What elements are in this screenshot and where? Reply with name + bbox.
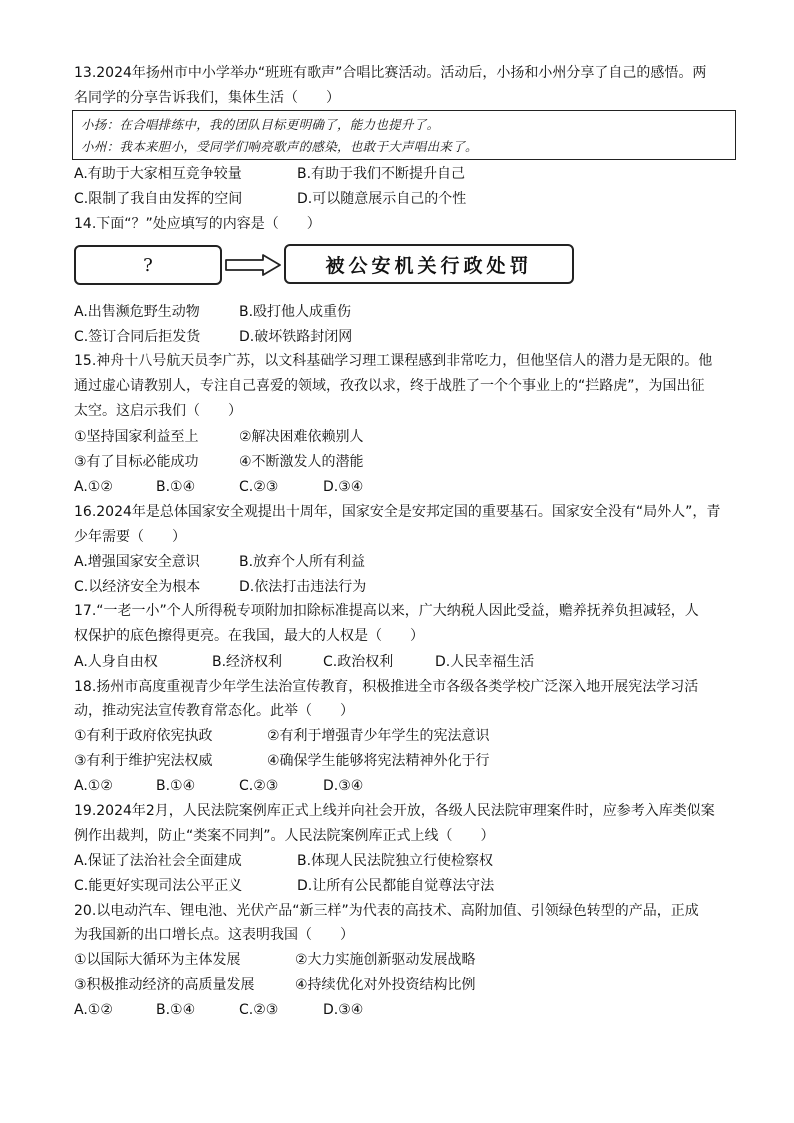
q20-item-4: ④持续优化对外投资结构比例 xyxy=(295,977,476,993)
q15-item-2: ②解决困难依赖别人 xyxy=(239,429,364,445)
q14-option-a: A.出售濒危野生动物 xyxy=(74,304,200,320)
q16-option-d: D.依法打击违法行为 xyxy=(239,579,367,595)
q20-item-2: ②大力实施创新驱动发展战略 xyxy=(295,952,476,968)
q17-option-b: B.经济权利 xyxy=(212,654,283,670)
q15-item-3: ③有了目标必能成功 xyxy=(74,454,199,470)
q18-item-4: ④确保学生能够将宪法精神外化于行 xyxy=(267,753,490,769)
q13-option-b: B.有助于我们不断提升自己 xyxy=(297,166,466,182)
q20-item-1: ①以国际大循环为主体发展 xyxy=(74,952,241,968)
q13-quote-box xyxy=(72,110,736,160)
q18-option-a: A.①② xyxy=(74,778,113,794)
q18-item-2: ②有利于增强青少年学生的宪法意识 xyxy=(267,728,490,744)
q16-option-c: C.以经济安全为根本 xyxy=(74,579,201,595)
q13-option-c: C.限制了我自由发挥的空间 xyxy=(74,191,243,207)
q16-option-b: B.放弃个人所有利益 xyxy=(239,554,366,570)
q19-stem-line1: 19.2024年2月，人民法院案例库正式上线并向社会开放，各级人民法院审理案件时，应参考入库类似案 xyxy=(74,803,715,819)
q13-stem-line1: 13.2024年扬州市中小学举办“班班有歌声”合唱比赛活动。活动后，小扬和小州分享了自己的感悟。两 xyxy=(74,65,707,81)
q17-option-c: C.政治权利 xyxy=(323,654,394,670)
q20-item-3: ③积极推动经济的高质量发展 xyxy=(74,977,255,993)
q17-stem-line2: 权保护的底色擦得更亮。在我国，最大的人权是（ ） xyxy=(74,628,424,644)
q18-item-1: ①有利于政府依宪执政 xyxy=(74,728,213,744)
q20-option-b: B.①④ xyxy=(156,1002,196,1018)
q18-option-d: D.③④ xyxy=(323,778,364,794)
q18-option-c: C.②③ xyxy=(239,778,279,794)
q15-stem-line3: 太空。这启示我们（ ） xyxy=(74,403,242,419)
q14-option-c: C.签订合同后拒发货 xyxy=(74,329,201,345)
q16-stem-line1: 16.2024年是总体国家安全观提出十周年，国家安全是安邦定国的重要基石。国家安全没有“局外人”，青 xyxy=(74,504,721,520)
q18-stem-line1: 18.扬州市高度重视青少年学生法治宣传教育，积极推进全市各级各类学校广泛深入地开展宪法学习活 xyxy=(74,679,699,695)
q14-result-box: 被公安机关行政处罚 xyxy=(284,244,574,284)
q19-option-c: C.能更好实现司法公平正义 xyxy=(74,878,243,894)
q19-option-a: A.保证了法治社会全面建成 xyxy=(74,853,242,869)
q13-quote-xiaozhou: 小州：我本来胆小，受同学们响亮歌声的感染，也敢于大声唱出来了。 xyxy=(81,139,478,154)
q18-item-3: ③有利于维护宪法权威 xyxy=(74,753,213,769)
q20-stem-line2: 为我国新的出口增长点。这表明我国（ ） xyxy=(74,927,354,943)
q15-stem-line1: 15.神舟十八号航天员李广苏，以文科基础学习理工课程感到非常吃力，但他坚信人的潜力是无限的。他 xyxy=(74,353,713,369)
q18-stem-line2: 动，推动宪法宣传教育常态化。此举（ ） xyxy=(74,703,354,719)
q15-stem-line2: 通过虚心请教别人，专注自己喜爱的领域，孜孜以求，终于战胜了一个个事业上的“拦路虎”，为国出征 xyxy=(74,378,705,394)
q20-stem-line1: 20.以电动汽车、锂电池、光伏产品“新三样”为代表的高技术、高附加值、引领绿色转型的产品，正成 xyxy=(74,903,699,919)
q20-option-c: C.②③ xyxy=(239,1002,279,1018)
q14-stem: 14.下面“？”处应填写的内容是（ ） xyxy=(74,216,321,232)
q13-option-d: D.可以随意展示自己的个性 xyxy=(297,191,467,207)
q16-option-a: A.增强国家安全意识 xyxy=(74,554,200,570)
q15-option-d: D.③④ xyxy=(323,479,364,495)
q13-quote-xiaoyang: 小扬：在合唱排练中，我的团队目标更明确了，能力也提升了。 xyxy=(81,117,440,132)
q18-option-b: B.①④ xyxy=(156,778,196,794)
q16-stem-line2: 少年需要（ ） xyxy=(74,529,186,545)
q19-stem-line2: 例作出裁判，防止“类案不同判”。人民法院案例库正式上线（ ） xyxy=(74,828,495,844)
q17-option-a: A.人身自由权 xyxy=(74,654,158,670)
q15-item-4: ④不断激发人的潜能 xyxy=(239,454,364,470)
q15-item-1: ①坚持国家利益至上 xyxy=(74,429,199,445)
q15-option-c: C.②③ xyxy=(239,479,279,495)
q13-option-a: A.有助于大家相互竞争较量 xyxy=(74,166,242,182)
arrow-right-icon xyxy=(225,254,281,276)
q15-option-a: A.①② xyxy=(74,479,113,495)
q14-option-d: D.破坏铁路封闭网 xyxy=(239,329,353,345)
q15-option-b: B.①④ xyxy=(156,479,196,495)
q13-stem-line2: 名同学的分享告诉我们，集体生活（ ） xyxy=(74,90,340,106)
q17-option-d: D.人民幸福生活 xyxy=(435,654,535,670)
q19-option-d: D.让所有公民都能自觉尊法守法 xyxy=(297,878,495,894)
q17-stem-line1: 17.“一老一小”个人所得税专项附加扣除标准提高以来，广大纳税人因此受益，赡养抚养负担减轻，人 xyxy=(74,603,699,619)
q14-question-box: ? xyxy=(74,245,222,285)
q20-option-d: D.③④ xyxy=(323,1002,364,1018)
q19-option-b: B.体现人民法院独立行使检察权 xyxy=(297,853,494,869)
q20-option-a: A.①② xyxy=(74,1002,113,1018)
q14-option-b: B.殴打他人成重伤 xyxy=(239,304,352,320)
